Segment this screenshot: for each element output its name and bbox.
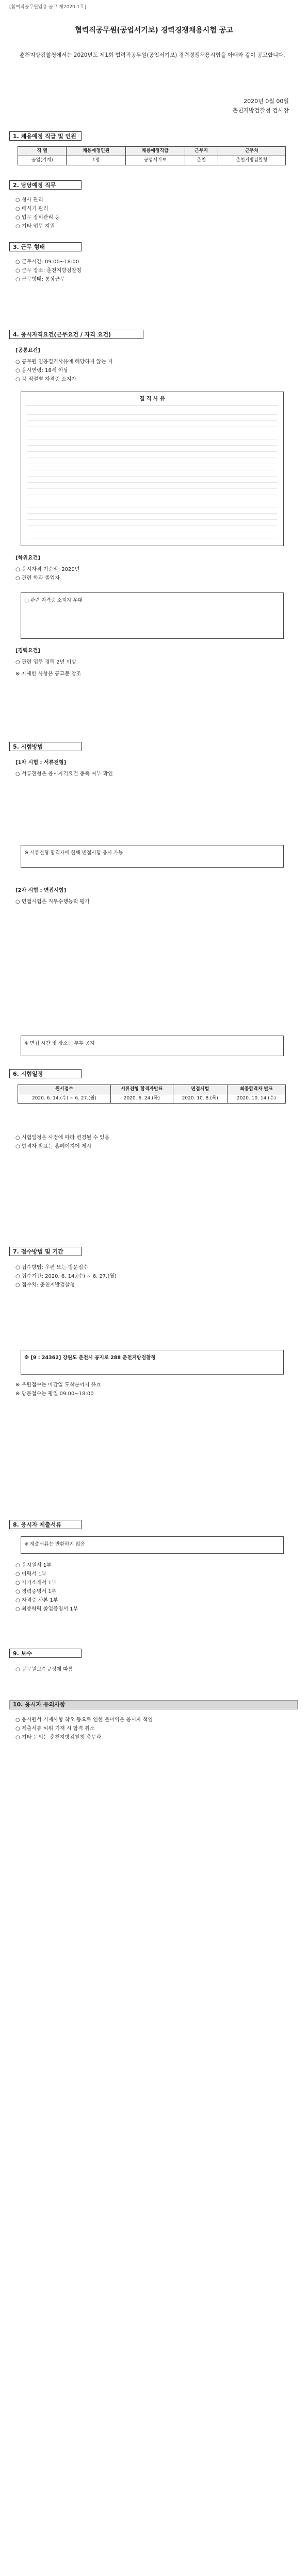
docs-box — [21, 1536, 284, 1554]
duties-list — [15, 196, 289, 231]
list-item: ○ 응시자격 기준일: 2020년 — [15, 567, 80, 572]
exam-stage2-text: ○ 면접시험은 직무수행능력 평가 — [15, 899, 90, 905]
list-item: ○ 경력증명서 1부 — [15, 1589, 57, 1595]
pay-item: ○ 공무원보수규정에 따름 — [15, 1667, 73, 1672]
work-list — [15, 258, 289, 284]
list-item: ○ 접수처: 춘천지방검찰청 — [15, 1282, 75, 1288]
apply-notes — [15, 1381, 289, 1398]
table1-cell: 춘천지방검찰청 — [218, 156, 285, 165]
section-4-heading: 4. 응시자격요건(근무요건 / 자격 요건) — [9, 330, 143, 339]
exam-stage2-title: [2차 시험 : 면접시험] — [15, 888, 67, 893]
section-2-heading: 2. 담당예정 직무 — [9, 180, 82, 190]
list-item: ○ 근무형태: 통상근무 — [15, 277, 65, 282]
disqualification-box — [21, 392, 284, 546]
box-text: ※ 면접 시간 및 장소는 추후 공지 — [24, 1041, 95, 1046]
list-item: ○ 합격자 발표는 홈페이지에 게시 — [15, 1144, 92, 1149]
docs-list — [15, 1561, 289, 1614]
list-item: ○ 이력서 1부 — [15, 1571, 47, 1577]
schedule-table — [18, 1084, 286, 1104]
intro-text: 춘천지방검찰청에서는 2020년도 제1회 협력직공무원(공업서기보) 경력경쟁채용시험을 아래와 같이 공고합니다. — [20, 52, 285, 58]
section-10-heading: 10. 응시자 유의사항 — [9, 1700, 298, 1709]
table1-header: 근무지 — [185, 147, 218, 156]
schedule-cell: 2020. 10. 14.(수) — [227, 1094, 285, 1104]
table1-cell: 공업(기계) — [18, 156, 67, 165]
table1-cell: 공업서기보 — [126, 156, 185, 165]
box-text: ※ 제출서류는 반환하지 않음 — [24, 1541, 85, 1547]
exam-stage1-title: [1차 시험 : 서류전형] — [15, 760, 67, 766]
notice-title: 협력직공무원(공업서기보) 경력경쟁채용시험 공고 — [75, 26, 233, 35]
table1-cell: 1명 — [67, 156, 126, 165]
table-row — [18, 156, 286, 165]
list-item: ※ 우편접수는 마감일 도착분까지 유효 — [15, 1382, 101, 1388]
list-item: ○ 자기소개서 1부 — [15, 1580, 57, 1586]
list-item: ○ 접수방법: 우편 또는 방문접수 — [15, 1265, 88, 1270]
exam-stage1-text: ○ 서류전형은 응시자격요건 충족 여부 확인 — [15, 771, 113, 777]
schedule-notes — [15, 1133, 289, 1151]
certificate-box — [21, 592, 284, 639]
list-item: ○ 근무 장소: 춘천지방검찰청 — [15, 268, 82, 274]
address-box — [21, 1350, 284, 1375]
section-5-heading: 5. 시험방법 — [9, 742, 82, 751]
position-table — [18, 146, 286, 165]
list-item: ○ 자격증 사본 1부 — [15, 1598, 58, 1603]
table-row — [18, 1094, 286, 1104]
list-item: ○ 각 직렬별 자격증 소지자 — [15, 377, 77, 382]
common-req-title: [공통요건] — [15, 348, 40, 353]
list-item: ○ 배식기 관리 — [15, 206, 48, 212]
box-text: ※ 서류전형 합격자에 한해 면접시험 응시 가능 — [24, 850, 123, 856]
list-item: ○ 접수기간: 2020. 6. 14.(수) ~ 6. 27.(월) — [15, 1274, 117, 1279]
list-item: ○ 응시원서 1부 — [15, 1563, 52, 1568]
section-7-heading: 7. 접수방법 및 기간 — [9, 1247, 82, 1256]
table1-header: 채용예정직급 — [126, 147, 185, 156]
list-item: ○ 기타 문의는 춘천지방검찰청 총무과 — [15, 1735, 102, 1740]
qualify-list — [15, 358, 289, 384]
qualify-note: ※ 자세한 사항은 공고문 참조 — [15, 671, 82, 677]
schedule-header: 면접시험 — [173, 1085, 227, 1094]
section-8-heading: 8. 응시자 제출서류 — [9, 1520, 82, 1529]
list-item: ※ 방문접수는 평일 09:00~18:00 — [15, 1391, 94, 1397]
box-text: ※ [9 : 24362] 강원도 춘천시 공지로 288 춘천지방검찰청 — [24, 1355, 156, 1361]
experience-req-title: [경력요건] — [15, 648, 40, 654]
section-6-heading: 6. 시험일정 — [9, 1069, 82, 1078]
list-item: ○ 응시원서 기재사항 착오 등으로 인한 불이익은 응시자 책임 — [15, 1717, 153, 1723]
box-content-lines — [27, 409, 277, 540]
notice-date: 2020년 0월 00일 — [244, 98, 289, 105]
table1-header: 근무처 — [218, 147, 285, 156]
interview-notice-box — [21, 1036, 284, 1056]
experience-item: ○ 관련 업무 경력 2년 이상 — [15, 659, 76, 665]
table1-header: 채용예정인원 — [67, 147, 126, 156]
schedule-header: 서류전형 합격자발표 — [110, 1085, 173, 1094]
list-item: ○ 관련 학과 졸업자 — [15, 575, 60, 581]
list-item: ○ 공무원 임용결격사유에 해당하지 않는 자 — [15, 359, 113, 365]
issuing-org: 춘천지방검찰청 검사장 — [232, 107, 289, 114]
schedule-header: 원서접수 — [18, 1085, 111, 1094]
list-item: ○ 응시연령: 18세 이상 — [15, 368, 68, 374]
schedule-cell: 2020. 10. 8.(목) — [173, 1094, 227, 1104]
box-text: □ 관련 자격증 소지자 우대 — [24, 598, 83, 603]
table1-header: 직 렬 — [18, 147, 67, 156]
degree-req-title: [학위요건] — [15, 555, 40, 561]
list-item: ○ 최종학력 졸업증명서 1부 — [15, 1606, 78, 1612]
section-1-heading: 1. 채용예정 직급 및 인원 — [9, 131, 82, 141]
schedule-cell: 2020. 6. 14.(수) ~ 6. 27.(월) — [18, 1094, 111, 1104]
exam-notice-box — [21, 845, 284, 868]
box-title: 결 격 사 유 — [139, 396, 165, 402]
list-item: ○ 시험일정은 사정에 따라 변경될 수 있음 — [15, 1135, 110, 1141]
table1-cell: 춘천 — [185, 156, 218, 165]
schedule-cell: 2020. 6. 24.(목) — [110, 1094, 173, 1104]
schedule-header: 최종합격자 발표 — [227, 1085, 285, 1094]
apply-list — [15, 1263, 289, 1290]
list-item: ○ 업무 장비관리 등 — [15, 215, 60, 221]
degree-list — [15, 565, 289, 583]
section-3-heading: 3. 근무 형태 — [9, 242, 82, 251]
list-item: ○ 청사 관리 — [15, 197, 43, 203]
list-item: ○ 근무시간: 09:00~18:00 — [15, 259, 79, 265]
list-item: ○ 제출서류 허위 기재 시 합격 취소 — [15, 1726, 95, 1732]
list-item: ○ 기타 업무 지원 — [15, 224, 55, 229]
section-9-heading: 9. 보수 — [9, 1649, 82, 1658]
caution-list — [15, 1716, 289, 1742]
file-label: [참여직공무원임용 공고 제2020-1호] — [9, 5, 86, 10]
